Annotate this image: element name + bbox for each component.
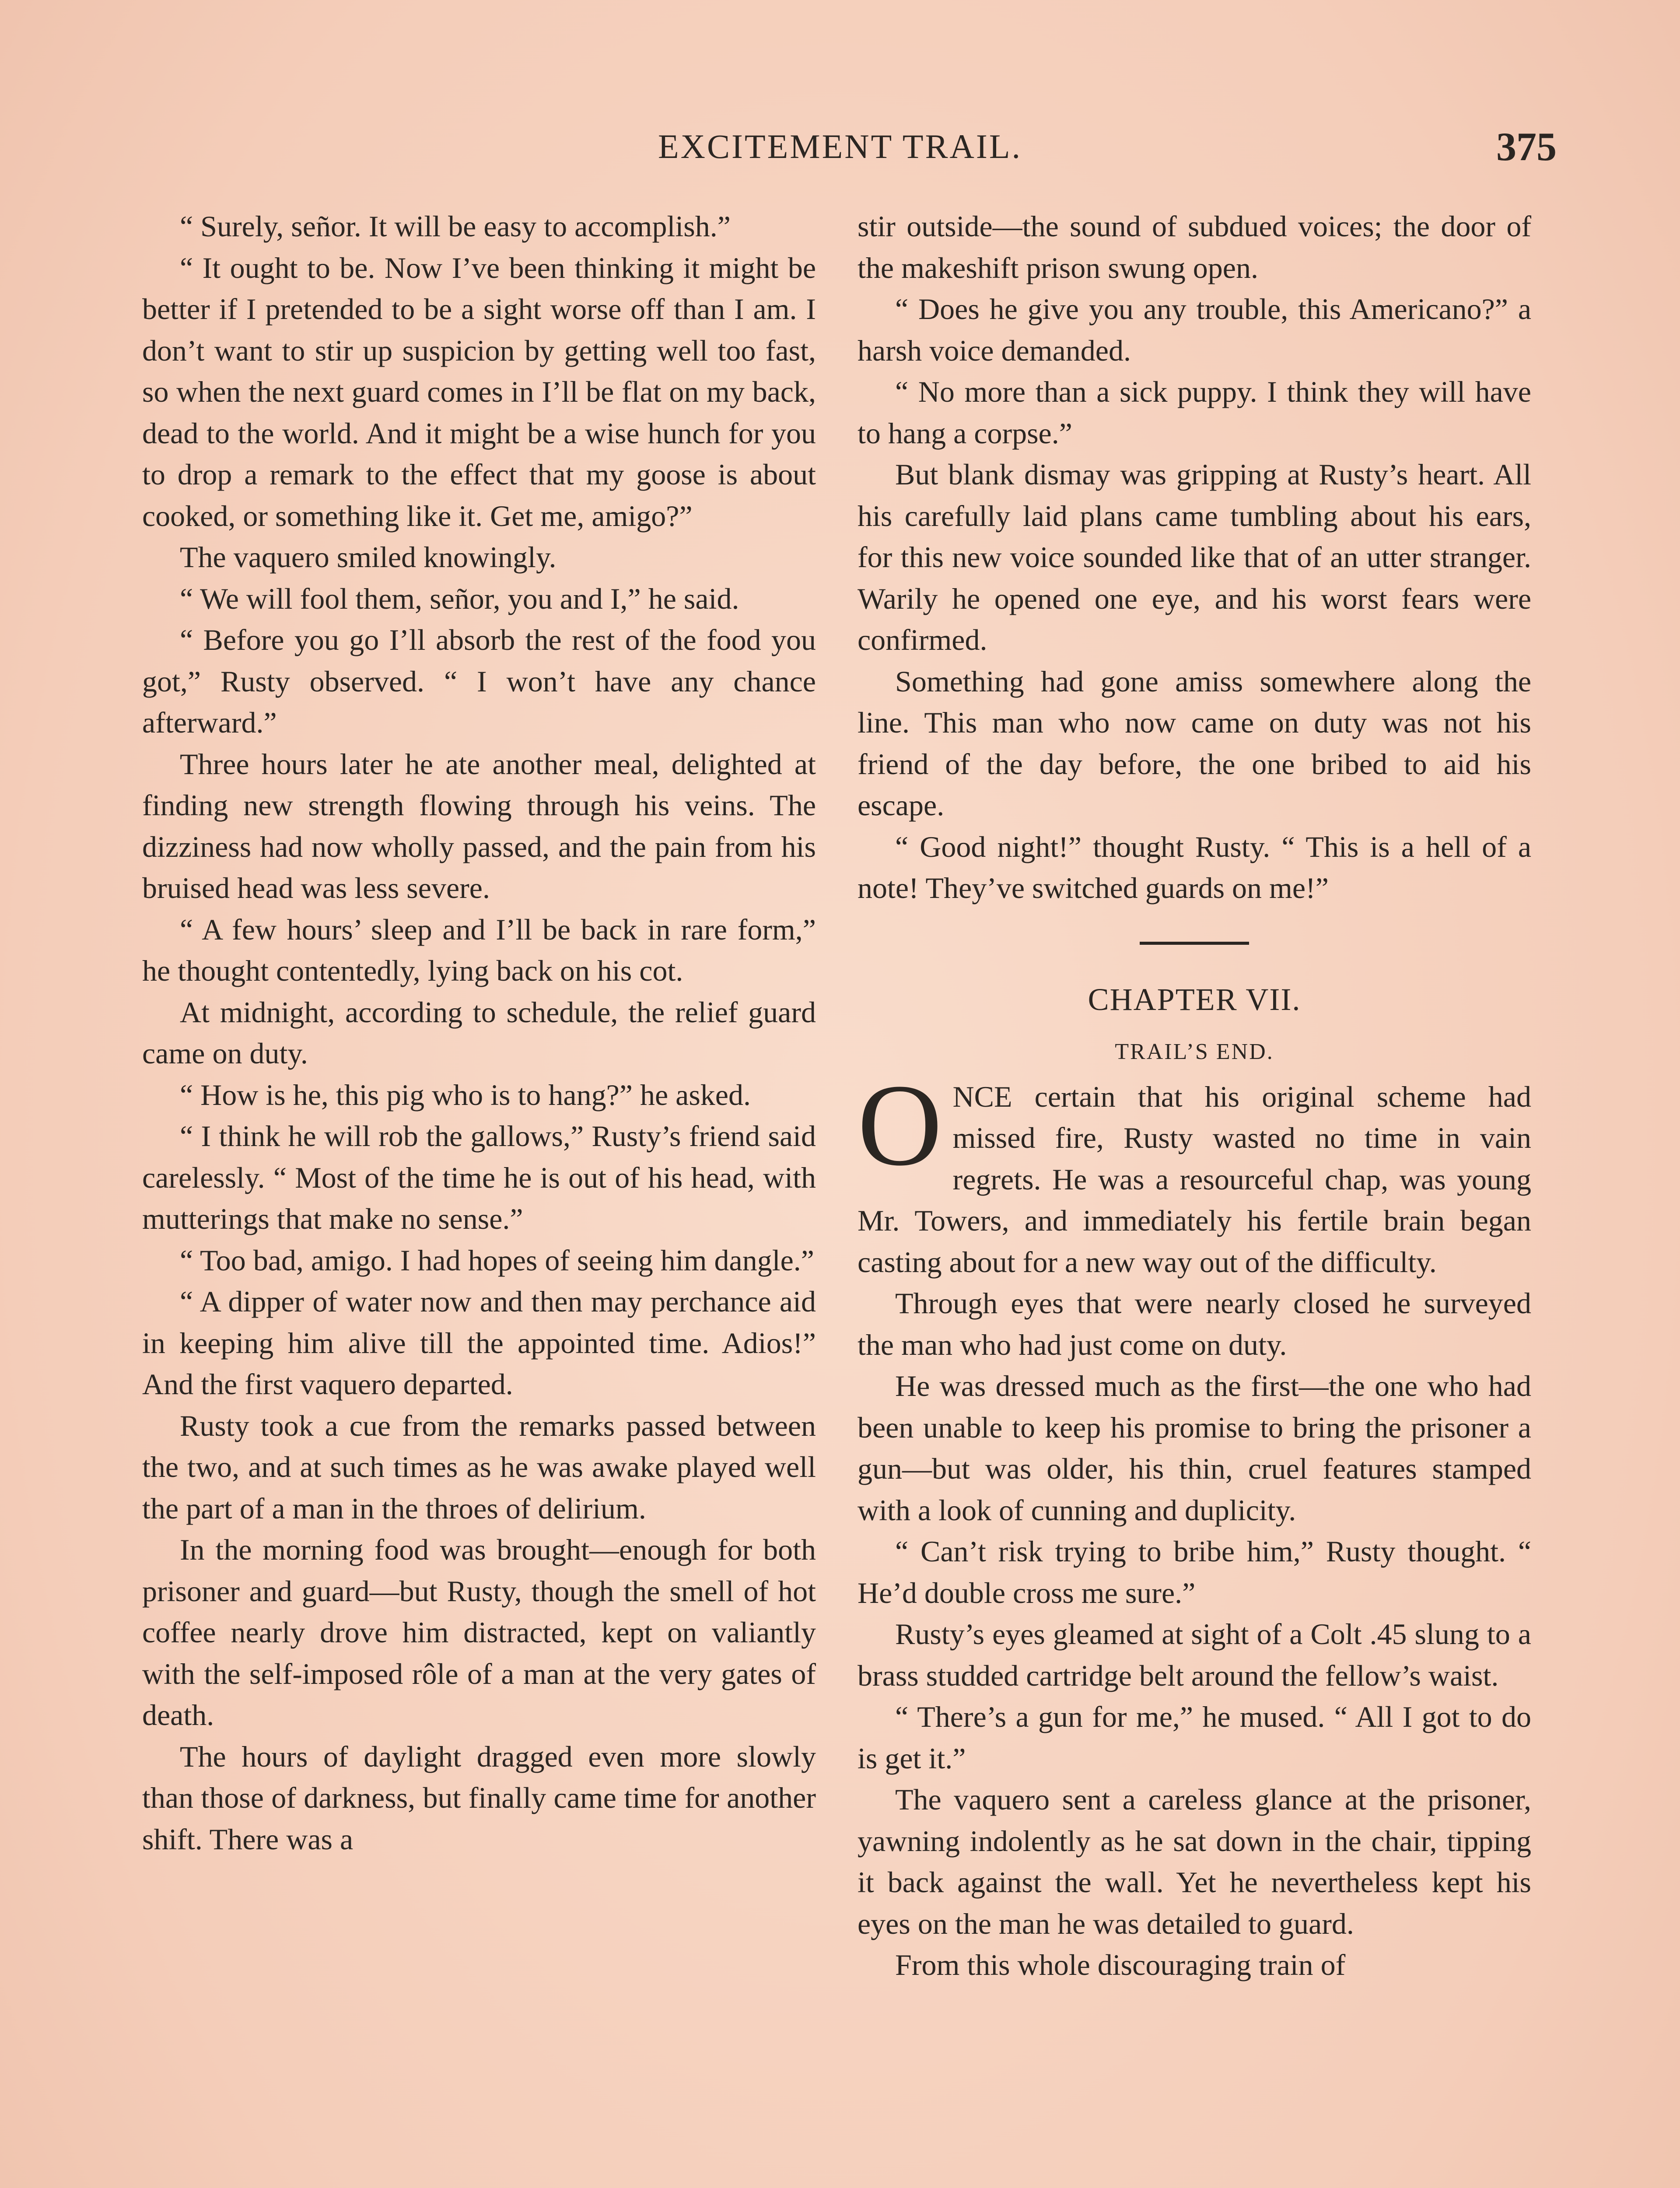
drop-cap: O <box>858 1059 942 1190</box>
chapter-subtitle: TRAIL’S END. <box>1115 1039 1274 1064</box>
paragraph: Something had gone amiss somewhere along the line. This man who now came on duty was not his friend of the day before, the one bribed to aid his escape. <box>858 664 1531 822</box>
paragraph: Three hours later he ate another meal, delighted at finding new strength flowing through his veins. The dizziness had now wholly passed, and the pain from his bruised head was less severe. <box>142 747 816 905</box>
left-column <box>142 206 816 1860</box>
paragraph: The vaquero smiled knowingly. <box>180 540 556 574</box>
paragraph: Through eyes that were nearly closed he surveyed the man who had just come on duty. <box>858 1287 1531 1361</box>
paragraph: stir outside—the sound of subdued voices; the door of the makeshift prison swung open. <box>858 210 1531 284</box>
paragraph: But blank dismay was gripping at Rusty’s heart. All his carefully laid plans came tumbling about his ears, for this new voice sounded like that of an utter stranger. Warily he opened one eye, and his worst fears were confirmed. <box>858 458 1531 656</box>
page-number: 375 <box>1496 124 1557 169</box>
paragraph: “ I think he will rob the gallows,” Rusty’s friend said carelessly. “ Most of the time he is out of his head, with mutterings that make no sense.” <box>142 1119 816 1235</box>
page-header <box>0 124 1680 175</box>
paragraph: “ Does he give you any trouble, this Americano?” a harsh voice demanded. <box>858 292 1531 367</box>
chapter-title: CHAPTER VII. <box>1088 982 1301 1017</box>
paragraph: “ It ought to be. Now I’ve been thinking it might be better if I pretended to be a sight worse off than I am. I don’t want to stir up suspicion by getting well too fast, so when the next guard comes in I’ll be flat on my back, dead to the world. And it might be a wise hunch for you to drop a remark to the effect that my goose is about cooked, or something like it. Get me, amigo?” <box>142 251 816 533</box>
paragraph: “ Can’t risk trying to bribe him,” Rusty thought. “ He’d double cross me sure.” <box>858 1535 1531 1609</box>
paragraph: In the morning food was brought—enough for both prisoner and guard—but Rusty, though the smell of hot coffee nearly drove him distracted, kept on valiantly with the self-imposed rôle of a man at the very gates of death. <box>142 1533 816 1732</box>
paragraph: “ How is he, this pig who is to hang?” he asked. <box>180 1078 751 1112</box>
paragraph: At midnight, according to schedule, the relief guard came on duty. <box>142 995 816 1070</box>
section-divider <box>1140 942 1249 945</box>
paragraph: The vaquero sent a careless glance at the prisoner, yawning indolently as he sat down in the chair, tipping it back against the wall. Yet he nevertheless kept his eyes on the man he was detailed to guard. <box>858 1783 1531 1940</box>
right-column <box>858 206 1531 1986</box>
paragraph: “ Good night!” thought Rusty. “ This is a hell of a note! They’ve switched guards on me!” <box>858 830 1531 905</box>
paragraph: From this whole discouraging train of <box>895 1948 1346 1981</box>
paragraph: “ Surely, señor. It will be easy to accomplish.” <box>180 210 731 243</box>
paragraph: “ Too bad, amigo. I had hopes of seeing him dangle.” <box>180 1243 814 1277</box>
paragraph: “ We will fool them, señor, you and I,” he said. <box>180 582 739 615</box>
paragraph: Rusty’s eyes gleamed at sight of a Colt .45 slung to a brass studded cartridge belt around the fellow’s waist. <box>858 1617 1531 1692</box>
paragraph: He was dressed much as the first—the one who had been unable to keep his promise to bring the prisoner a gun—but was older, his thin, cruel features stamped with a look of cunning and duplicity. <box>858 1369 1531 1527</box>
paragraph: “ No more than a sick puppy. I think they will have to hang a corpse.” <box>858 375 1531 450</box>
paragraph: “ There’s a gun for me,” he mused. “ All I got to do is get it.” <box>858 1700 1531 1775</box>
running-title: EXCITEMENT TRAIL. <box>658 127 1022 165</box>
paragraph: The hours of daylight dragged even more slowly than those of darkness, but finally came time for another shift. There was a <box>142 1739 816 1856</box>
chapter-opening-paragraph <box>858 1059 1531 1283</box>
opening-text: NCE certain that his original scheme had missed fire, Rusty wasted no time in vain regrets. He was a resourceful chap, was young Mr. Towers, and immediately his fertile brain began casting about for a new way out of the difficulty. <box>858 1080 1531 1279</box>
paragraph: Rusty took a cue from the remarks passed between the two, and at such times as he was awake played well the part of a man in the throes of delirium. <box>142 1409 816 1525</box>
paragraph: “ A few hours’ sleep and I’ll be back in rare form,” he thought contentedly, lying back on his cot. <box>142 912 816 987</box>
paragraph: “ A dipper of water now and then may perchance aid in keeping him alive till the appointed time. Adios!” And the first vaquero departed. <box>142 1285 816 1401</box>
paragraph: “ Before you go I’ll absorb the rest of the food you got,” Rusty observed. “ I won’t have any chance afterward.” <box>142 623 816 739</box>
